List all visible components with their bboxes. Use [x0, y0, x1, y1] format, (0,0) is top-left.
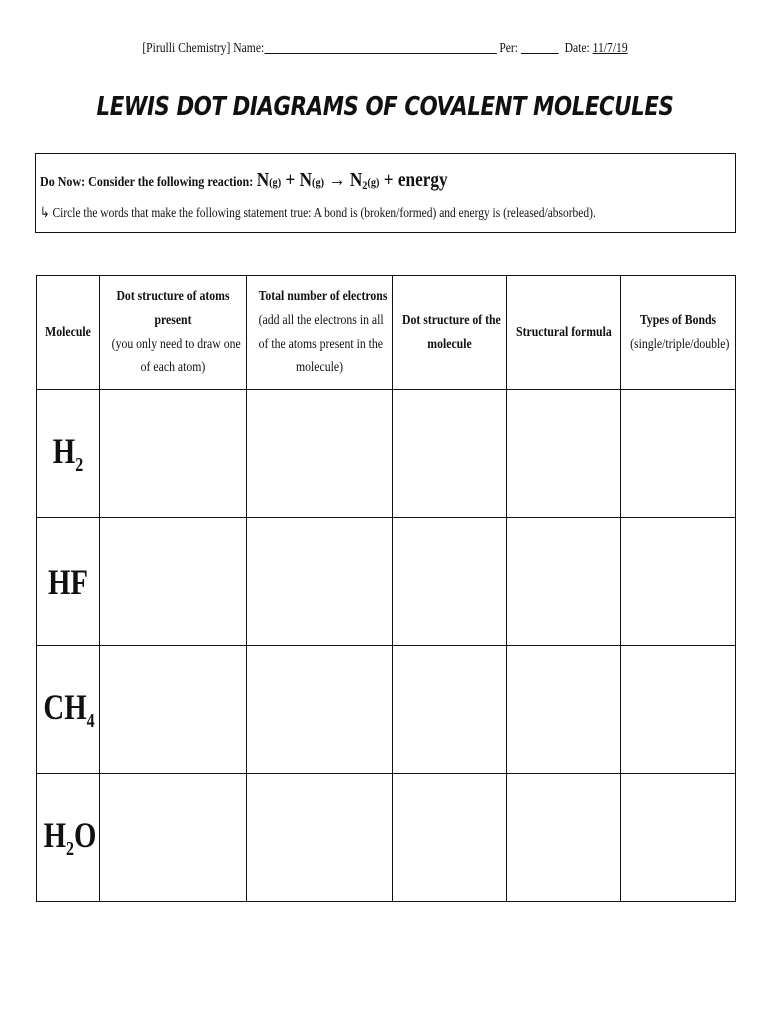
column-header-0	[37, 276, 100, 390]
column-title-line: Total number of electrons	[258, 288, 388, 304]
column-title-line: Dot structure of atoms	[116, 288, 230, 304]
name-blank	[264, 41, 496, 54]
table-row	[37, 518, 736, 646]
column-note-line: (single/triple/double)	[630, 336, 730, 352]
answer-cell[interactable]	[100, 774, 247, 902]
do-now-prompt	[40, 169, 448, 193]
date-value: 11/7/19	[592, 40, 628, 55]
answer-cell[interactable]	[393, 774, 507, 902]
answer-cell[interactable]	[507, 390, 621, 518]
answer-cell[interactable]	[621, 390, 736, 518]
table-header-row	[37, 276, 736, 390]
column-note-line: (add all the electrons in all	[258, 312, 384, 328]
column-title-line: present	[154, 312, 192, 328]
do-now-box	[35, 153, 736, 233]
page-title: LEWIS DOT DIAGRAMS OF COVALENT MOLECULES	[96, 92, 674, 122]
answer-cell[interactable]	[507, 774, 621, 902]
molecule-formula: $H_2O$	[37, 774, 100, 902]
molecule-formula: HF	[37, 518, 100, 646]
column-header-3	[393, 276, 507, 390]
column-note-line: of the atoms present in the	[258, 336, 384, 352]
column-title-line: Structural formula	[516, 324, 612, 340]
date-label: Date:	[564, 40, 590, 55]
column-title-line: Molecule	[45, 324, 91, 340]
column-header-4	[507, 276, 621, 390]
period-blank	[521, 41, 559, 54]
answer-cell[interactable]	[507, 646, 621, 774]
column-header-1	[100, 276, 247, 390]
column-title-line: Types of Bonds	[639, 312, 717, 328]
column-header-2	[247, 276, 393, 390]
column-title-line: Dot structure of the	[402, 312, 501, 328]
table-row	[37, 774, 736, 902]
class-name-label: [Pirulli Chemistry] Name:	[142, 40, 265, 55]
lewis-table	[36, 275, 736, 902]
molecule-formula: $CH_4$	[37, 646, 100, 774]
table-body	[37, 390, 736, 902]
column-title-line: molecule	[427, 336, 472, 352]
column-note-line: of each atom)	[140, 360, 206, 376]
answer-cell[interactable]	[100, 646, 247, 774]
answer-cell[interactable]	[247, 774, 393, 902]
answer-cell[interactable]	[393, 646, 507, 774]
answer-cell[interactable]	[621, 518, 736, 646]
worksheet-header	[54, 40, 716, 56]
molecule-formula: $H_2$	[37, 390, 100, 518]
answer-cell[interactable]	[621, 646, 736, 774]
answer-cell[interactable]	[247, 390, 393, 518]
answer-cell[interactable]	[100, 390, 247, 518]
answer-cell[interactable]	[507, 518, 621, 646]
answer-cell[interactable]	[247, 518, 393, 646]
answer-cell[interactable]	[393, 390, 507, 518]
answer-cell[interactable]	[247, 646, 393, 774]
table-row	[37, 390, 736, 518]
answer-cell[interactable]	[621, 774, 736, 902]
reaction-equation: $N(g) + N(g) \to N_2(g)$ + energy	[256, 169, 448, 192]
column-note-line: molecule)	[295, 360, 344, 376]
answer-cell[interactable]	[100, 518, 247, 646]
period-label: Per:	[499, 40, 519, 55]
do-now-instruction: ↳ Circle the words that make the following statement true: A bond is (broken/formed) and energy is (released/absorbed).	[40, 206, 596, 221]
answer-cell[interactable]	[393, 518, 507, 646]
column-header-5	[621, 276, 736, 390]
do-now-label: Do Now: Consider the following reaction:	[40, 175, 254, 190]
column-note-line: (you only need to draw one	[111, 336, 241, 352]
table-row	[37, 646, 736, 774]
